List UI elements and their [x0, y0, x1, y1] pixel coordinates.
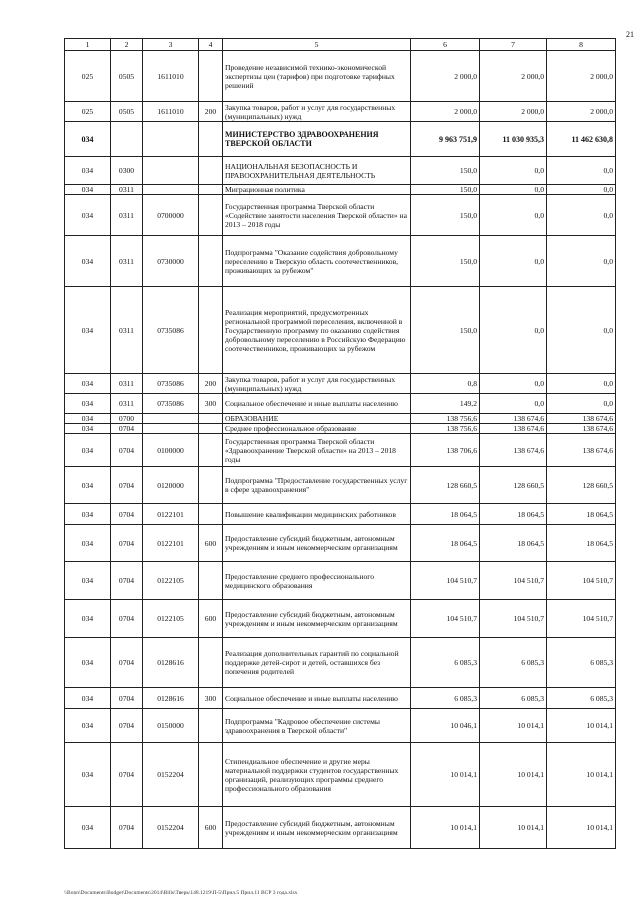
ministry-code-cell: 025 — [65, 51, 111, 102]
header-cell: 5 — [223, 39, 411, 51]
table-row — [65, 122, 616, 157]
table-row — [65, 102, 616, 122]
description-cell: Проведение независимой технико-экономической экспертизы цен (тарифов) при подготовке тарифных решений — [223, 51, 411, 102]
table-row — [65, 374, 616, 394]
ministry-code-cell: 034 — [65, 709, 111, 743]
amount-year1-cell: 2 000,0 — [411, 102, 480, 122]
amount-year2-cell: 2 000,0 — [480, 102, 547, 122]
amount-year1-cell: 138 706,6 — [411, 434, 480, 467]
section-code-cell: 0700 — [111, 414, 143, 424]
amount-year3-cell: 10 014,1 — [547, 807, 616, 849]
target-code-cell: 0152204 — [143, 743, 199, 807]
amount-year1-cell: 18 064,5 — [411, 525, 480, 562]
expense-type-cell — [199, 562, 223, 600]
amount-year2-cell: 0,0 — [480, 185, 547, 195]
target-code-cell: 0120000 — [143, 467, 199, 504]
amount-year3-cell: 2 000,0 — [547, 102, 616, 122]
target-code-cell: 0152204 — [143, 807, 199, 849]
amount-year2-cell: 138 674,6 — [480, 424, 547, 434]
amount-year1-cell: 149,2 — [411, 394, 480, 414]
amount-year1-cell: 128 660,5 — [411, 467, 480, 504]
target-code-cell: 0122101 — [143, 504, 199, 525]
header-cell: 8 — [547, 39, 616, 51]
file-path-footer: \\Bonn\Documents\Budget\Documents\2014\Bills\Тверь\148.1219\П-5\Прил.5 Прил.11 ВСР 3 года.xlsx — [64, 890, 298, 896]
amount-year1-cell: 18 064,5 — [411, 504, 480, 525]
section-code-cell: 0704 — [111, 562, 143, 600]
ministry-code-cell: 034 — [65, 525, 111, 562]
header-cell: 7 — [480, 39, 547, 51]
section-code-cell: 0704 — [111, 743, 143, 807]
ministry-code-cell: 034 — [65, 414, 111, 424]
amount-year3-cell: 0,0 — [547, 394, 616, 414]
section-code-cell: 0704 — [111, 467, 143, 504]
amount-year3-cell: 0,0 — [547, 157, 616, 185]
ministry-code-cell: 034 — [65, 562, 111, 600]
ministry-code-cell: 034 — [65, 374, 111, 394]
description-cell: Социальное обеспечение и иные выплаты населению — [223, 394, 411, 414]
description-cell: МИНИСТЕРСТВО ЗДРАВООХРАНЕНИЯ ТВЕРСКОЙ ОБЛАСТИ — [223, 122, 411, 157]
amount-year3-cell: 2 000,0 — [547, 51, 616, 102]
section-code-cell: 0505 — [111, 51, 143, 102]
target-code-cell — [143, 122, 199, 157]
ministry-code-cell: 034 — [65, 504, 111, 525]
table-row — [65, 467, 616, 504]
target-code-cell — [143, 414, 199, 424]
amount-year1-cell: 150,0 — [411, 157, 480, 185]
section-code-cell: 0505 — [111, 102, 143, 122]
description-cell: Стипендиальное обеспечение и другие меры материальной поддержки студентов государственных организаций, реализующих программы среднего профессионального образования — [223, 743, 411, 807]
amount-year3-cell: 104 510,7 — [547, 600, 616, 638]
ministry-code-cell: 034 — [65, 287, 111, 374]
expense-type-cell — [199, 287, 223, 374]
section-code-cell: 0704 — [111, 525, 143, 562]
table-row — [65, 185, 616, 195]
description-cell: Предоставление субсидий бюджетным, автономным учреждениям и иным некоммерческим организациям — [223, 525, 411, 562]
table-row — [65, 434, 616, 467]
amount-year3-cell: 10 014,1 — [547, 743, 616, 807]
section-code-cell: 0704 — [111, 434, 143, 467]
description-cell: Предоставление среднего профессионального медицинского образования — [223, 562, 411, 600]
amount-year3-cell: 0,0 — [547, 374, 616, 394]
table-row — [65, 600, 616, 638]
header-cell: 4 — [199, 39, 223, 51]
amount-year1-cell: 150,0 — [411, 287, 480, 374]
expense-type-cell — [199, 51, 223, 102]
target-code-cell: 1611010 — [143, 102, 199, 122]
target-code-cell: 0128616 — [143, 638, 199, 688]
amount-year2-cell: 10 014,1 — [480, 743, 547, 807]
description-cell: Миграционная политика — [223, 185, 411, 195]
amount-year1-cell: 104 510,7 — [411, 562, 480, 600]
amount-year3-cell: 6 085,3 — [547, 688, 616, 709]
amount-year3-cell: 128 660,5 — [547, 467, 616, 504]
ministry-code-cell: 034 — [65, 236, 111, 287]
ministry-code-cell: 034 — [65, 195, 111, 236]
amount-year3-cell: 18 064,5 — [547, 525, 616, 562]
ministry-code-cell: 034 — [65, 688, 111, 709]
target-code-cell: 1611010 — [143, 51, 199, 102]
ministry-code-cell: 034 — [65, 638, 111, 688]
description-cell: Подпрограмма "Оказание содействия добровольному переселению в Тверскую область соотечественников, проживающих за рубежом" — [223, 236, 411, 287]
expense-type-cell — [199, 638, 223, 688]
table-row — [65, 394, 616, 414]
expense-type-cell: 600 — [199, 525, 223, 562]
amount-year2-cell: 0,0 — [480, 287, 547, 374]
target-code-cell: 0700000 — [143, 195, 199, 236]
target-code-cell: 0150000 — [143, 709, 199, 743]
amount-year2-cell: 18 064,5 — [480, 504, 547, 525]
section-code-cell — [111, 122, 143, 157]
target-code-cell: 0730000 — [143, 236, 199, 287]
description-cell: Государственная программа Тверской области «Содействие занятости населения Тверской области» на 2013 – 2018 годы — [223, 195, 411, 236]
amount-year2-cell: 104 510,7 — [480, 600, 547, 638]
description-cell: Государственная программа Тверской области «Здравоохранение Тверской области» на 2013 – 2018 годы — [223, 434, 411, 467]
expense-type-cell: 200 — [199, 102, 223, 122]
amount-year2-cell: 0,0 — [480, 195, 547, 236]
expense-type-cell: 600 — [199, 807, 223, 849]
amount-year2-cell: 6 085,3 — [480, 688, 547, 709]
description-cell: Предоставление субсидий бюджетным, автономным учреждениям и иным некоммерческим организациям — [223, 600, 411, 638]
amount-year3-cell: 0,0 — [547, 185, 616, 195]
expense-type-cell — [199, 122, 223, 157]
table-row — [65, 562, 616, 600]
amount-year3-cell: 18 064,5 — [547, 504, 616, 525]
table-row — [65, 51, 616, 102]
amount-year2-cell: 128 660,5 — [480, 467, 547, 504]
section-code-cell: 0704 — [111, 709, 143, 743]
section-code-cell: 0704 — [111, 688, 143, 709]
amount-year3-cell: 11 462 630,8 — [547, 122, 616, 157]
amount-year1-cell: 9 963 751,9 — [411, 122, 480, 157]
amount-year2-cell: 0,0 — [480, 394, 547, 414]
description-cell: Подпрограмма "Кадровое обеспечение системы здравоохранения в Тверской области" — [223, 709, 411, 743]
expense-type-cell: 300 — [199, 394, 223, 414]
expense-type-cell — [199, 195, 223, 236]
expense-type-cell — [199, 424, 223, 434]
description-cell: Предоставление субсидий бюджетным, автономным учреждениям и иным некоммерческим организациям — [223, 807, 411, 849]
section-code-cell: 0311 — [111, 236, 143, 287]
section-code-cell: 0311 — [111, 195, 143, 236]
target-code-cell: 0122101 — [143, 525, 199, 562]
amount-year3-cell: 138 674,6 — [547, 434, 616, 467]
table-row — [65, 807, 616, 849]
expense-type-cell: 300 — [199, 688, 223, 709]
amount-year3-cell: 0,0 — [547, 287, 616, 374]
target-code-cell — [143, 157, 199, 185]
section-code-cell: 0300 — [111, 157, 143, 185]
description-cell: Среднее профессиональное образование — [223, 424, 411, 434]
amount-year2-cell: 0,0 — [480, 374, 547, 394]
section-code-cell: 0311 — [111, 374, 143, 394]
amount-year1-cell: 6 085,3 — [411, 638, 480, 688]
expense-type-cell — [199, 157, 223, 185]
amount-year1-cell: 104 510,7 — [411, 600, 480, 638]
amount-year1-cell: 10 014,1 — [411, 807, 480, 849]
page-number: 21 — [626, 30, 634, 39]
ministry-code-cell: 034 — [65, 743, 111, 807]
target-code-cell: 0128616 — [143, 688, 199, 709]
amount-year2-cell: 18 064,5 — [480, 525, 547, 562]
ministry-code-cell: 034 — [65, 424, 111, 434]
ministry-code-cell: 034 — [65, 185, 111, 195]
target-code-cell: 0735086 — [143, 394, 199, 414]
expense-type-cell — [199, 434, 223, 467]
amount-year1-cell: 138 756,6 — [411, 414, 480, 424]
expense-type-cell — [199, 236, 223, 287]
target-code-cell: 0100000 — [143, 434, 199, 467]
table-row — [65, 688, 616, 709]
target-code-cell: 0122105 — [143, 562, 199, 600]
ministry-code-cell: 034 — [65, 434, 111, 467]
ministry-code-cell: 034 — [65, 122, 111, 157]
section-code-cell: 0704 — [111, 807, 143, 849]
header-cell: 6 — [411, 39, 480, 51]
table-row — [65, 504, 616, 525]
description-cell: НАЦИОНАЛЬНАЯ БЕЗОПАСНОСТЬ И ПРАВООХРАНИТЕЛЬНАЯ ДЕЯТЕЛЬНОСТЬ — [223, 157, 411, 185]
section-code-cell: 0311 — [111, 185, 143, 195]
expense-type-cell — [199, 709, 223, 743]
amount-year1-cell: 150,0 — [411, 195, 480, 236]
description-cell: Закупка товаров, работ и услуг для государственных (муниципальных) нужд — [223, 374, 411, 394]
budget-table — [64, 38, 616, 849]
ministry-code-cell: 034 — [65, 394, 111, 414]
amount-year1-cell: 10 046,1 — [411, 709, 480, 743]
section-code-cell: 0311 — [111, 394, 143, 414]
description-cell: Закупка товаров, работ и услуг для государственных (муниципальных) нужд — [223, 102, 411, 122]
table-row — [65, 525, 616, 562]
ministry-code-cell: 025 — [65, 102, 111, 122]
target-code-cell — [143, 185, 199, 195]
table-row — [65, 236, 616, 287]
ministry-code-cell: 034 — [65, 807, 111, 849]
amount-year2-cell: 0,0 — [480, 157, 547, 185]
header-cell: 1 — [65, 39, 111, 51]
amount-year3-cell: 138 674,6 — [547, 424, 616, 434]
amount-year1-cell: 138 756,6 — [411, 424, 480, 434]
ministry-code-cell: 034 — [65, 467, 111, 504]
amount-year1-cell: 10 014,1 — [411, 743, 480, 807]
amount-year1-cell: 6 085,3 — [411, 688, 480, 709]
expense-type-cell — [199, 504, 223, 525]
amount-year3-cell: 0,0 — [547, 236, 616, 287]
target-code-cell — [143, 424, 199, 434]
amount-year2-cell: 11 030 935,3 — [480, 122, 547, 157]
description-cell: Повышение квалификации медицинских работников — [223, 504, 411, 525]
target-code-cell: 0735086 — [143, 374, 199, 394]
ministry-code-cell: 034 — [65, 600, 111, 638]
ministry-code-cell: 034 — [65, 157, 111, 185]
section-code-cell: 0311 — [111, 287, 143, 374]
amount-year2-cell: 0,0 — [480, 236, 547, 287]
header-cell: 3 — [143, 39, 199, 51]
table-row — [65, 287, 616, 374]
amount-year2-cell: 10 014,1 — [480, 807, 547, 849]
amount-year2-cell: 138 674,6 — [480, 414, 547, 424]
amount-year1-cell: 150,0 — [411, 236, 480, 287]
table-row — [65, 709, 616, 743]
expense-type-cell: 200 — [199, 374, 223, 394]
section-code-cell: 0704 — [111, 424, 143, 434]
section-code-cell: 0704 — [111, 600, 143, 638]
description-cell: Подпрограмма "Предоставление государственных услуг в сфере здравоохранения" — [223, 467, 411, 504]
target-code-cell: 0122105 — [143, 600, 199, 638]
amount-year1-cell: 0,8 — [411, 374, 480, 394]
description-cell: ОБРАЗОВАНИЕ — [223, 414, 411, 424]
amount-year2-cell: 104 510,7 — [480, 562, 547, 600]
amount-year2-cell: 6 085,3 — [480, 638, 547, 688]
table-row — [65, 743, 616, 807]
amount-year2-cell: 138 674,6 — [480, 434, 547, 467]
table-row — [65, 195, 616, 236]
amount-year1-cell: 2 000,0 — [411, 51, 480, 102]
table-row — [65, 414, 616, 424]
amount-year2-cell: 2 000,0 — [480, 51, 547, 102]
section-code-cell: 0704 — [111, 638, 143, 688]
expense-type-cell — [199, 414, 223, 424]
amount-year3-cell: 10 014,1 — [547, 709, 616, 743]
amount-year1-cell: 150,0 — [411, 185, 480, 195]
table-row — [65, 638, 616, 688]
table-row — [65, 424, 616, 434]
expense-type-cell — [199, 467, 223, 504]
expense-type-cell — [199, 743, 223, 807]
expense-type-cell — [199, 185, 223, 195]
description-cell: Социальное обеспечение и иные выплаты населению — [223, 688, 411, 709]
table-header-row — [65, 39, 616, 51]
section-code-cell: 0704 — [111, 504, 143, 525]
amount-year3-cell: 138 674,6 — [547, 414, 616, 424]
amount-year3-cell: 6 085,3 — [547, 638, 616, 688]
header-cell: 2 — [111, 39, 143, 51]
target-code-cell: 0735086 — [143, 287, 199, 374]
amount-year3-cell: 0,0 — [547, 195, 616, 236]
amount-year3-cell: 104 510,7 — [547, 562, 616, 600]
description-cell: Реализация дополнительных гарантий по социальной поддержке детей-сирот и детей, оставшихся без попечения родителей — [223, 638, 411, 688]
table-row — [65, 157, 616, 185]
expense-type-cell: 600 — [199, 600, 223, 638]
amount-year2-cell: 10 014,1 — [480, 709, 547, 743]
description-cell: Реализация мероприятий, предусмотренных региональной программой переселения, включенной в Государственную программу по оказанию содействия добровольному переселению в Российскую Федерацию соотечественников, проживающих за рубежом — [223, 287, 411, 374]
